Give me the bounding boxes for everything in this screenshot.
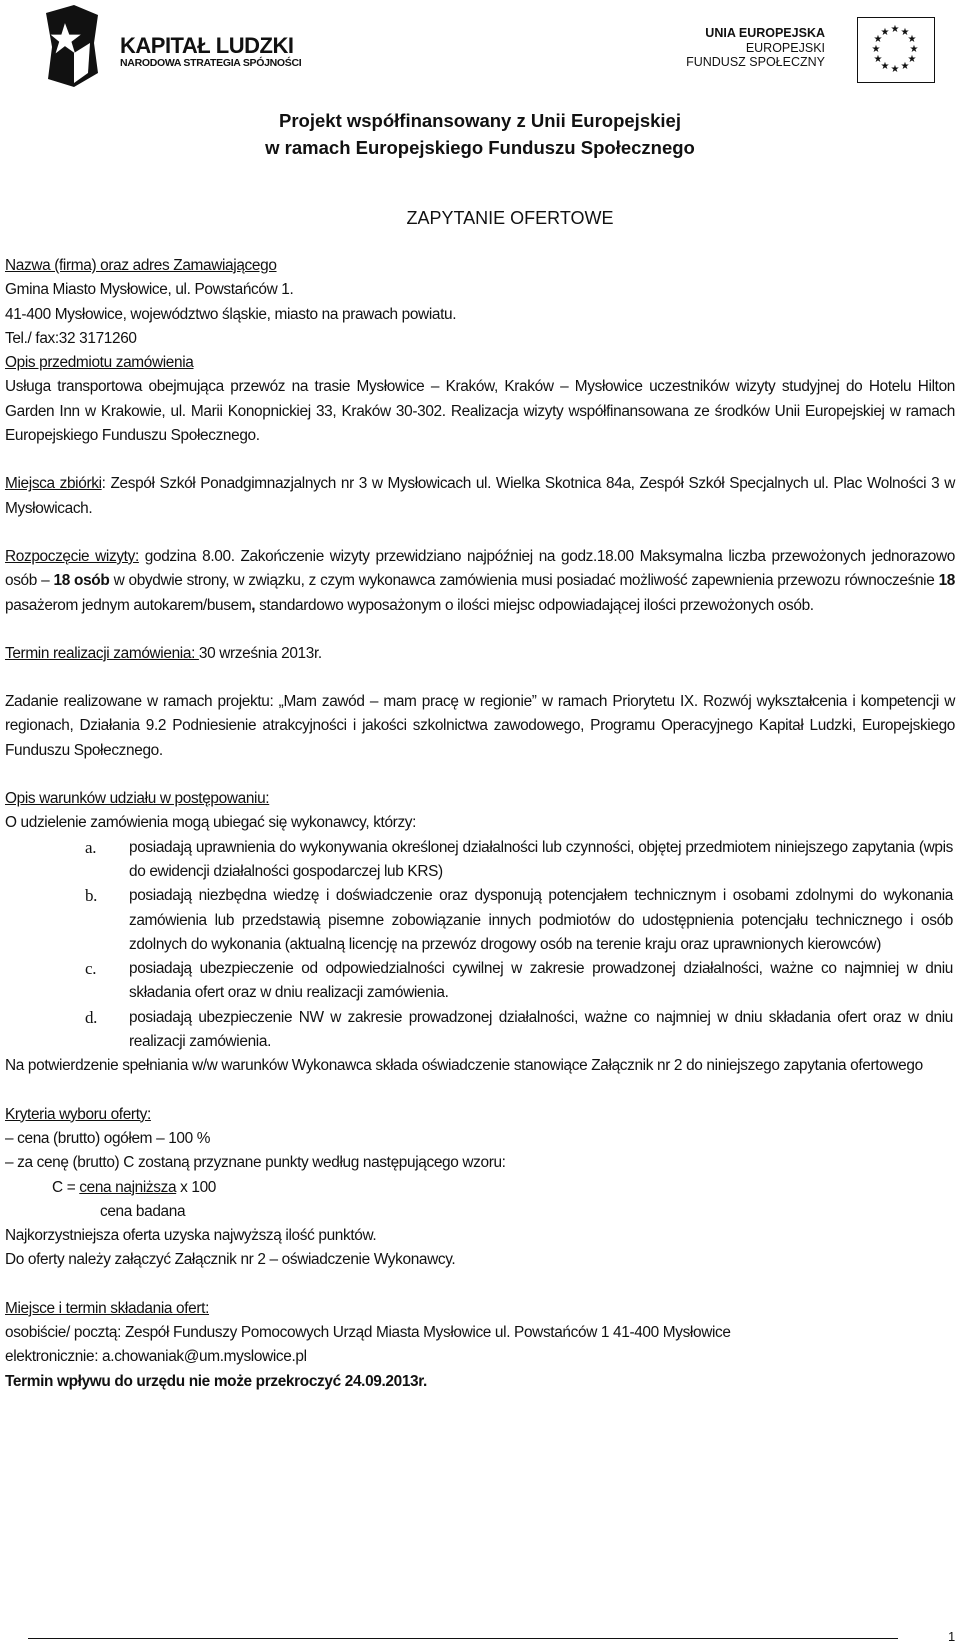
svg-text:★: ★ xyxy=(871,44,881,55)
rozpoczecie-t1: godzina 8.00. Zakończenie wizyty przewidziano najpóźniej na godz.18.00 Maksymalna liczba przewożonych jednorazowo osób – xyxy=(5,547,955,590)
list-item-text: posiadają niezbędna wiedzę i doświadczenie oraz dysponują potencjałem technicznym i osobami zdolnymi do wykonania zamówienia lub przedstawią pisemne zobowiązanie innych podmiotów do udostępnienia potencjału technicznego i osób zdolnych do wykonania (aktualną licencję na przewóz drogowy osób na terenie kraju oraz uprawnionych kierowców) xyxy=(129,887,953,953)
skladanie-heading: Miejsce i termin składania ofert: xyxy=(5,1299,210,1317)
ue-line-3: FUNDUSZ SPOŁECZNY xyxy=(686,55,825,69)
opis-heading: Opis przedmiotu zamówienia xyxy=(5,354,194,372)
rozpoczecie-paragraph xyxy=(5,545,955,618)
list-item-text: posiadają ubezpieczenie NW w zakresie prowadzonej działalności, ważne co najmniej w dniu składania ofert oraz w dniu realizacji zamówienia. xyxy=(129,1008,953,1051)
warunki-outro: Na potwierdzenie spełniania w/w warunków Wykonawca składa oświadczenie stanowiące Załącznik nr 2 do niniejszego zapytania ofertowego xyxy=(5,1057,923,1075)
svg-text:★: ★ xyxy=(880,27,890,38)
skladanie-line-2: elektronicznie: a.chowaniak@um.myslowice.pl xyxy=(5,1348,307,1366)
warunki-intro: O udzielenie zamówienia mogą ubiegać się wykonawcy, którzy: xyxy=(5,814,417,832)
ue-line-2: EUROPEJSKI xyxy=(745,40,825,55)
formula-denominator: cena badana xyxy=(100,1202,186,1220)
zbiorka-text: : Zespół Szkół Ponadgimnazjalnych nr 3 w Mysłowicach ul. Wielka Skotnica 84a, Zespół Szkół Specjalnych ul. Plac Wolności 3 w Mysłowicach. xyxy=(5,475,955,517)
document-body xyxy=(5,254,955,1394)
warunki-list xyxy=(5,836,955,1055)
svg-text:★: ★ xyxy=(907,54,917,65)
formula-prefix: C = xyxy=(52,1178,80,1196)
kapital-ludzki-title: KAPITAŁ LUDZKI xyxy=(120,33,294,58)
list-marker: c. xyxy=(85,959,97,979)
termin-value: 30 września 2013r. xyxy=(198,644,322,662)
zamawiajacy-line-1: Gmina Miasto Mysłowice, ul. Powstańców 1. xyxy=(5,281,294,299)
formula-suffix: x 100 xyxy=(176,1178,217,1196)
skladanie-deadline: Termin wpływu do urzędu nie może przekroczyć 24.09.2013r. xyxy=(5,1372,427,1390)
zbiorka-label: Miejsca zbiórki xyxy=(5,475,102,493)
svg-text:★: ★ xyxy=(907,34,917,45)
rozpoczecie-t4: standardowo wyposażonym o ilości miejsc odpowiadającej ilości przewożonych osób. xyxy=(255,596,814,614)
svg-text:★: ★ xyxy=(873,54,883,65)
svg-text:★: ★ xyxy=(890,24,900,35)
project-line-2: w ramach Europejskiego Funduszu Społecznego xyxy=(265,137,695,158)
rozpoczecie-b2: 18 xyxy=(938,572,955,590)
zbiorka-paragraph xyxy=(5,472,955,521)
skladanie-line-1: osobiście/ pocztą: Zespół Funduszy Pomocowych Urząd Miasta Mysłowice ul. Powstańców 1 41-400 Mysłowice xyxy=(5,1323,731,1341)
svg-text:★: ★ xyxy=(880,61,890,72)
termin-paragraph xyxy=(5,642,955,666)
rozpoczecie-b3: , xyxy=(251,596,256,614)
footer-divider xyxy=(28,1638,898,1639)
page-number: 1 xyxy=(948,1629,956,1644)
svg-text:★: ★ xyxy=(890,64,900,75)
formula-numerator: cena najniższa xyxy=(79,1178,177,1196)
svg-text:★: ★ xyxy=(900,27,910,38)
kryteria-line-2: – za cenę (brutto) C zostaną przyznane punkty według następującego wzoru: xyxy=(5,1154,506,1172)
kryteria-formula xyxy=(5,1176,955,1200)
ue-line-1: UNIA EUROPEJSKA xyxy=(705,26,825,40)
kapital-ludzki-logo-icon xyxy=(44,3,100,89)
kryteria-line-4: Do oferty należy załączyć Załącznik nr 2 – oświadczenie Wykonawcy. xyxy=(5,1251,456,1269)
list-marker: d. xyxy=(85,1007,98,1027)
document-title: ZAPYTANIE OFERTOWE xyxy=(406,208,614,228)
zadanie-paragraph: Zadanie realizowane w ramach projektu: „Mam zawód – mam pracę w regionie” w ramach Priorytetu IX. Rozwój wykształcenia i kompetencji w regionach, Działania 9.2 Podniesienie atrakcyjności i jakości szkolnictwa zawodowego, Programu Operacyjnego Kapitał Ludzki, Europejskiego Funduszu Społecznego. xyxy=(5,693,955,759)
opis-text: Usługa transportowa obejmująca przewóz na trasie Mysłowice – Kraków, Kraków – Mysłowice uczestników wizyty studyjnej do Hotelu Hilton Garden Inn w Krakowie, ul. Marii Konopnickiej 33, Kraków 30-302. Realizacja wizyty współfinansowana ze środków Unii Europejskiej w ramach Europejskiego Funduszu Społecznego. xyxy=(5,378,955,445)
termin-label: Termin realizacji zamówienia: xyxy=(5,644,199,662)
project-line-1: Projekt współfinansowany z Unii Europejskiej xyxy=(279,110,681,131)
warunki-heading: Opis warunków udziału w postępowaniu: xyxy=(5,790,270,808)
zamawiajacy-heading: Nazwa (firma) oraz adres Zamawiającego xyxy=(5,257,277,274)
kryteria-line-3: Najkorzystniejsza oferta uzyska najwyższą ilość punktów. xyxy=(5,1227,377,1245)
list-item xyxy=(5,957,955,1006)
zamawiajacy-line-3: Tel./ fax:32 3171260 xyxy=(5,329,137,347)
rozpoczecie-t3: pasażerom jednym autokarem/busem xyxy=(5,596,252,614)
svg-text:★: ★ xyxy=(909,44,919,55)
list-item xyxy=(5,1006,955,1055)
kryteria-heading: Kryteria wyboru oferty: xyxy=(5,1105,151,1123)
rozpoczecie-label: Rozpoczęcie wizyty: xyxy=(5,547,139,565)
svg-text:★: ★ xyxy=(900,61,910,72)
kapital-ludzki-subtitle: NARODOWA STRATEGIA SPÓJNOŚCI xyxy=(120,57,302,69)
rozpoczecie-t2: w obydwie strony, w związku, z czym wykonawca zamówienia musi posiadać możliwość zapewnienia przewozu równocześnie xyxy=(109,572,939,590)
zamawiajacy-line-2: 41-400 Mysłowice, województwo śląskie, miasto na prawach powiatu. xyxy=(5,305,457,323)
list-marker: b. xyxy=(85,886,98,906)
list-item-text: posiadają uprawnienia do wykonywania określonej działalności lub czynności, objętej przedmiotem niniejszego zapytania (wpis do ewidencji działalności gospodarczej lub KRS) xyxy=(129,838,953,880)
list-marker: a. xyxy=(85,837,97,857)
list-item-text: posiadają ubezpieczenie od odpowiedzialności cywilnej w zakresie prowadzonej działalności, ważne co najmniej w dniu składania ofert oraz w dniu realizacji zamówienia. xyxy=(129,960,953,1002)
ue-logo-text xyxy=(686,26,825,70)
list-item xyxy=(5,884,955,957)
kryteria-line-1: – cena (brutto) ogółem – 100 % xyxy=(5,1129,211,1147)
rozpoczecie-b1: 18 osób xyxy=(53,572,110,590)
svg-text:★: ★ xyxy=(873,34,883,45)
list-item xyxy=(5,836,955,885)
eu-flag-icon xyxy=(857,17,935,83)
